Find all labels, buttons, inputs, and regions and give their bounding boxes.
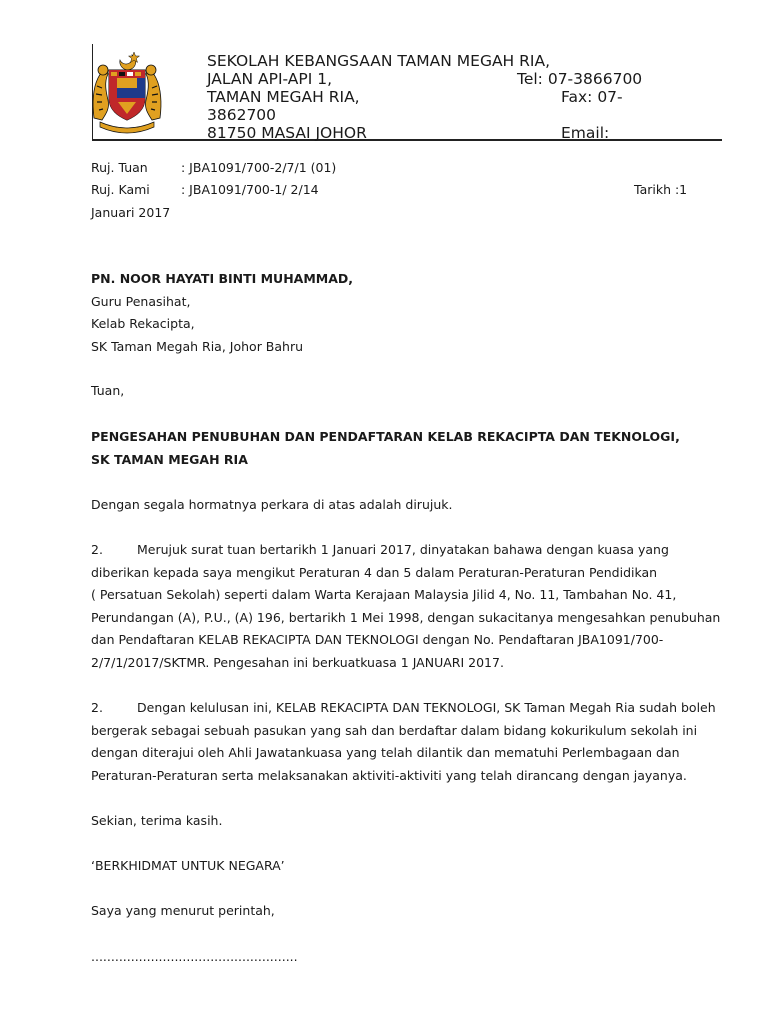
paragraph-2-line: Peraturan-Peraturan serta melaksanakan aktiviti-aktiviti yang telah dirancang dengan jayanya. (91, 767, 687, 783)
letterhead (207, 52, 643, 142)
school-name: SEKOLAH KEBANGSAAN TAMAN MEGAH RIA, (207, 52, 551, 70)
header-vertical-rule (92, 44, 93, 140)
fax: Fax: 07- (561, 88, 623, 106)
sign-off: Saya yang menurut perintah, (91, 903, 275, 918)
closing: Sekian, terima kasih. (91, 813, 223, 828)
tarikh-date: Januari 2017 (91, 205, 171, 220)
paragraph-1-line: Perundangan (A), P.U., (A) 196, bertarikh 1 Mei 1998, dengan sukacitanya mengesahkan penubuhan (91, 609, 721, 625)
paragraph-1-line: Merujuk surat tuan bertarikh 1 Januari 2017, dinyatakan bahawa dengan kuasa yang (137, 542, 669, 557)
telephone: Tel: 07-3866700 (517, 70, 643, 88)
ruj-tuan-row (91, 160, 148, 175)
salutation: Tuan, (91, 383, 125, 398)
paragraph-1-line: dan Pendaftaran KELAB REKACIPTA DAN TEKNOLOGI dengan No. Pendaftaran JBA1091/700- (91, 632, 664, 647)
ruj-tuan-value: : JBA1091/700-2/7/1 (01) (181, 160, 337, 175)
ruj-kami-label: Ruj. Kami (91, 182, 150, 197)
ruj-tuan-label: Ruj. Tuan (91, 160, 148, 175)
ruj-kami-value: : JBA1091/700-1/ 2/14 (181, 182, 319, 197)
recipient-line-3: SK Taman Megah Ria, Johor Bahru (91, 338, 304, 354)
address-line-1: JALAN API-API 1, (207, 70, 333, 88)
subject (91, 426, 731, 471)
recipient-name: PN. NOOR HAYATI BINTI MUHAMMAD, (91, 271, 354, 286)
paragraph-1 (91, 539, 731, 674)
tarikh-label: Tarikh :1 (634, 182, 688, 197)
email: Email: (561, 124, 610, 142)
paragraph-2-line: Dengan kelulusan ini, KELAB REKACIPTA DAN TEKNOLOGI, SK Taman Megah Ria sudah boleh (137, 700, 716, 715)
paragraph-1-line: ( Persatuan Sekolah) seperti dalam Warta Kerajaan Malaysia Jilid 4, No. 11, Tambahan No. 41, (91, 587, 677, 602)
recipient-line-2: Kelab Rekacipta, (91, 316, 195, 331)
subject-line-1: PENGESAHAN PENUBUHAN DAN PENDAFTARAN KELAB REKACIPTA DAN TEKNOLOGI, (91, 429, 680, 444)
paragraph-2 (91, 697, 731, 787)
motto: ‘BERKHIDMAT UNTUK NEGARA’ (91, 858, 285, 873)
paragraph-2-number: 2. (91, 700, 103, 715)
subject-line-2: SK TAMAN MEGAH RIA (91, 451, 248, 467)
paragraph-1-line: diberikan kepada saya mengikut Peraturan 4 dan 5 dalam Peraturan-Peraturan Pendidikan (91, 564, 658, 580)
paragraph-2-line: dengan diterajui oleh Ahli Jawatankuasa yang telah dilantik dan mematuhi Perlembagaan dan (91, 745, 680, 760)
paragraph-2-line: bergerak sebagai sebuah pasukan yang sah dan berdaftar dalam bidang kokurikulum sekolah ini (91, 722, 698, 738)
intro-paragraph: Dengan segala hormatnya perkara di atas adalah dirujuk. (91, 497, 453, 512)
coat-of-arms-logo (90, 48, 164, 134)
recipient-line-1: Guru Penasihat, (91, 293, 191, 309)
address-line-3: 81750 MASAI JOHOR (207, 124, 367, 142)
paragraph-1-line: 2/7/1/2017/SKTMR. Pengesahan ini berkuatkuasa 1 JANUARI 2017. (91, 654, 504, 670)
recipient-block (91, 268, 731, 358)
address-line-2: TAMAN MEGAH RIA, (207, 88, 360, 106)
fax-number-cont: 3862700 (207, 106, 277, 124)
signature-line: .................................................... (91, 949, 298, 964)
paragraph-1-number: 2. (91, 542, 103, 557)
